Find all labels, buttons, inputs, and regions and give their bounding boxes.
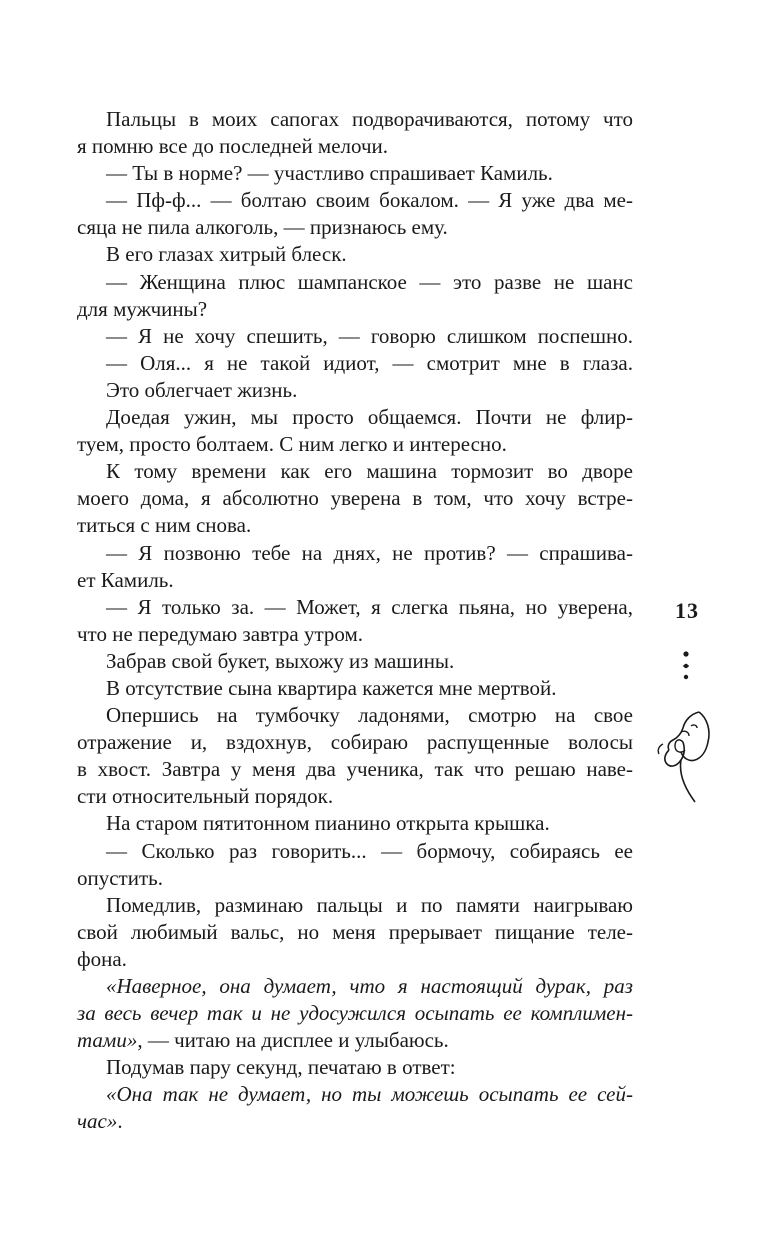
text-line: — Я не хочу спешить, — говорю слишком поспешно. [106,323,633,348]
text-line: сяца не пила алкоголь, — признаюсь ему. [77,215,448,240]
text-line: — Оля... я не такой идиот, — смотрит мне в глаза. [106,350,633,375]
text-line: Забрав свой букет, выхожу из машины. [106,648,455,673]
text-line: титься с ним снова. [77,513,252,538]
text-line [77,1108,633,1135]
text-line: отражение и, вздохнув, собираю распущенные волосы [77,730,633,755]
italic-fragment: тами» [77,1028,138,1053]
text-line [77,1027,633,1054]
text-line: в хвост. Завтра у меня два ученика, так что решаю наве- [77,757,633,782]
italic-fragment: час» [77,1109,118,1134]
text-line: Это облегчает жизнь. [106,377,298,402]
text-line: — Женщина плюс шампанское — это разве не шанс [106,269,633,294]
text-line: туем, просто болтаем. С ним легко и интересно. [77,432,507,457]
text-line: за весь вечер так и не удосужился осыпать ее комплимен- [77,1001,633,1026]
text-line: — Я позвоню тебе на днях, не против? — спрашива- [106,540,633,565]
text-line: Помедлив, разминаю пальцы и по памяти наигрываю [106,892,633,917]
page-number: 13 [675,598,699,623]
text-line: — Пф-ф... — болтаю своим бокалом. — Я уже два ме- [106,188,633,213]
text-line: Пальцы в моих сапогах подворачиваются, потому что [106,107,633,131]
body-text [77,106,633,1136]
text-line: фона. [77,946,127,971]
text-line: что не передумаю завтра утром. [77,621,364,646]
text-line: — Сколько раз говорить... — бормочу, собираясь ее [106,838,633,863]
text-line: В отсутствие сына квартира кажется мне мертвой. [106,675,557,700]
text-line: опустить. [77,865,163,890]
text-line: — Я только за. — Может, я слегка пьяна, но уверена, [106,594,633,619]
ornament-icon [678,648,694,682]
text-line: моего дома, я абсолютно уверена в том, что хочу встре- [77,486,633,511]
text-line: На старом пятитонном пианино открыта крышка. [106,811,550,836]
face-sketch-icon [655,708,717,808]
text-fragment: , — читаю на дисплее и улыбаюсь. [137,1028,449,1053]
text-line: сти относительный порядок. [77,784,334,809]
text-line: «Наверное, она думает, что я настоящий дурак, раз [106,974,633,998]
text-line: Доедая ужин, мы просто общаемся. Почти не флир- [106,405,633,430]
text-line: я помню все до последней мелочи. [77,134,389,159]
text-line: свой любимый вальс, но меня прерывает пищание теле- [77,919,633,944]
text-line: К тому времени как его машина тормозит во дворе [106,459,633,484]
text-line: «Она так не думает, но ты можешь осыпать ее сей- [106,1082,633,1107]
text-line: для мужчины? [77,296,208,321]
text-line: Подумав пару секунд, печатаю в ответ: [106,1055,456,1080]
text-line: — Ты в норме? — участливо спрашивает Камиль. [106,161,553,186]
text-fragment: . [117,1109,123,1134]
text-line: Опершись на тумбочку ладонями, смотрю на свое [106,703,633,728]
text-line: В его глазах хитрый блеск. [106,242,347,267]
text-line: ет Камиль. [77,567,174,592]
